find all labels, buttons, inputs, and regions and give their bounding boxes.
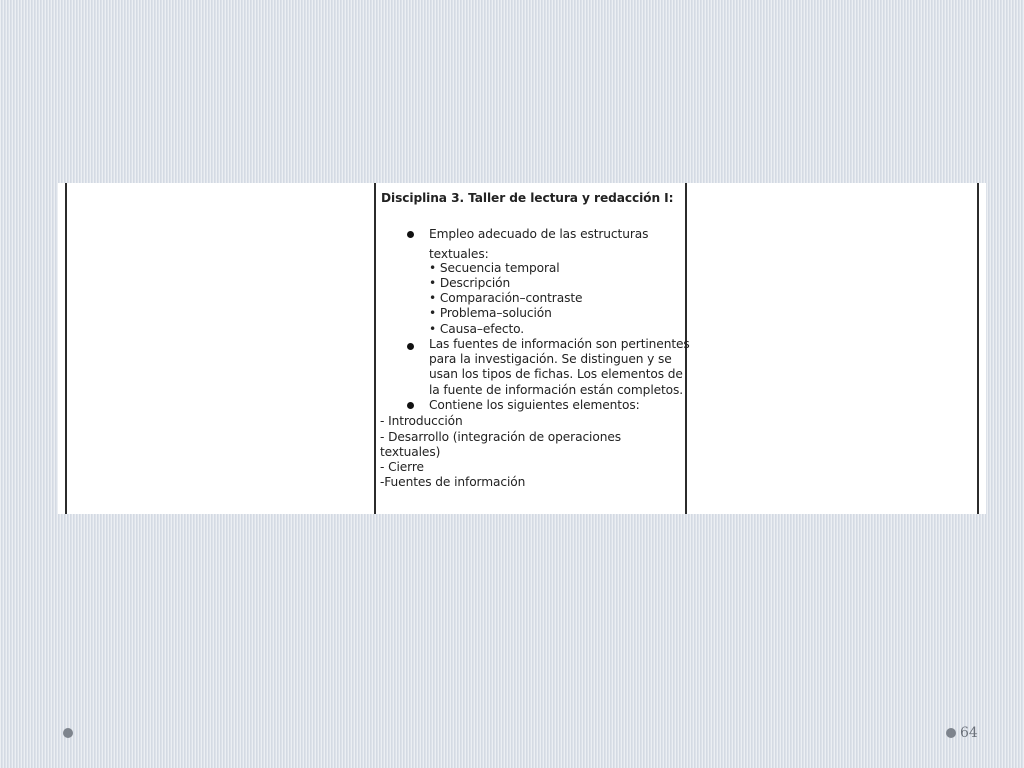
- bullet1-lead2: textuales:: [429, 247, 489, 261]
- table-cell-middle: [380, 183, 690, 514]
- element-line-1: - Introducción: [380, 414, 463, 428]
- table-border-right: [977, 183, 979, 514]
- bullet2-line-4: la fuente de información están completos.: [429, 383, 684, 397]
- element-line-2: - Desarrollo (integración de operaciones: [380, 430, 621, 444]
- decorative-dot-right: [946, 728, 956, 738]
- discipline-heading: Disciplina 3. Taller de lectura y redacción I:: [381, 191, 674, 205]
- element-line-3: textuales): [380, 445, 441, 459]
- table-cell-right: [687, 183, 977, 514]
- subitem-1: • Secuencia temporal: [429, 261, 560, 275]
- table-divider-1: [374, 183, 376, 514]
- bullet-dot-icon: [407, 343, 414, 350]
- bullet2-line-3: usan los tipos de fichas. Los elementos de: [429, 367, 683, 381]
- bullet3-text: Contiene los siguientes elementos:: [429, 398, 640, 412]
- decorative-dot-left: [63, 728, 73, 738]
- element-line-4: - Cierre: [380, 460, 424, 474]
- subitem-3: • Comparación–contraste: [429, 291, 583, 305]
- element-line-5: -Fuentes de información: [380, 475, 526, 489]
- bullet-dot-icon: [407, 402, 414, 409]
- bullet1-lead: Empleo adecuado de las estructuras: [429, 227, 649, 241]
- bullet-dot-icon: [407, 231, 414, 238]
- document-table-image: [58, 183, 986, 514]
- table-cell-left: [67, 183, 374, 514]
- subitem-4: • Problema–solución: [429, 306, 552, 320]
- subitem-5: • Causa–efecto.: [429, 322, 525, 336]
- page-number: 64: [960, 725, 978, 741]
- bullet2-line-1: Las fuentes de información son pertinentes: [429, 337, 690, 351]
- subitem-2: • Descripción: [429, 276, 511, 290]
- bullet2-line-2: para la investigación. Se distinguen y se: [429, 352, 672, 366]
